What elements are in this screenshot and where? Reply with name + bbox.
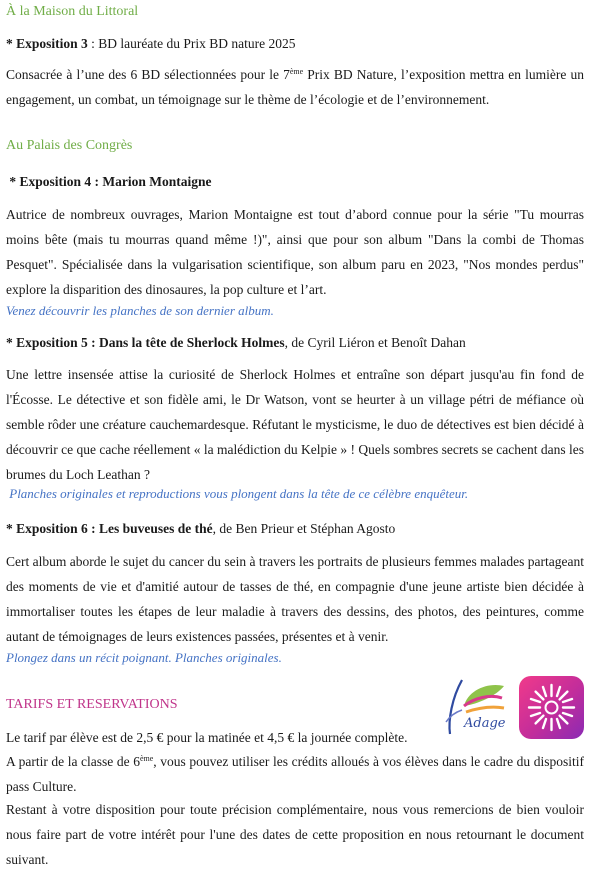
expo5-note: Planches originales et reproductions vous plongent dans la tête de ce célèbre enquêteur. [6,486,469,501]
adage-logo-text: Adage [464,716,506,731]
expo4-title-line [6,169,584,194]
tarifs-credit-sup: ème [139,754,154,763]
tarifs-price: Le tarif par élève est de 2,5 € pour la matinée et 4,5 € la journée complète. [6,730,408,745]
expo4-description: Autrice de nombreux ouvrages, Marion Montaigne est tout d’abord connue pour la série "Tu mourras moins bête (mais tu mourras quand même !)", ainsi que pour son album "Dans la combi de Thomas Pesquet". Spécialisée dans la vulgarisation scientifique, son album paru en 2023, "Nos mondes perdus" explore la disparition des dinosaures, la pop culture et l’art. [6,207,584,297]
expo6-title-line [6,516,584,541]
heading-palais-congres: Au Palais des Congrès [6,138,133,153]
expo5-title: * Exposition 5 : Dans la tête de Sherlock Holmes [6,335,285,350]
expo3-desc-part2: Prix BD Nature, l’exposition mettra en lumière un engagement, un combat, un témoignage sur le thème de l’écologie et de l’environnement. [6,67,584,107]
expo6-description: Cert album aborde le sujet du cancer du sein à travers les portraits de plusieurs femmes malades partageant des moments de vie et d'amitié autour de tasses de thé, en compagnie d'une jeune artiste bien décidée à immortaliser toutes les étapes de leur maladie à travers des dessins, des photos, des peintures, comme autant de témoignages de leurs existences passées, présentes et à venir. [6,554,584,644]
expo6-note: Plongez dans un récit poignant. Planches originales. [6,650,282,665]
tarifs-closing: Restant à votre disposition pour toute précision complémentaire, nous vous remercions de bien vouloir nous faire part de votre intérêt pour l'une des dates de cette proposition en nous retournant le document suivant. [6,802,584,867]
expo4-note: Venez découvrir les planches de son dernier album. [6,303,274,318]
expo3-subtitle: : BD lauréate du Prix BD nature 2025 [87,36,296,51]
expo3-desc-sup: ème [289,67,304,76]
expo5-description: Une lettre insensée attise la curiosité de Sherlock Holmes et entraîne son départ jusqu'au fin fond de l'Écosse. Le détective et son fidèle ami, le Dr Watson, vont se heurter à un village pétri de méfiance où semble rôder une créature cauchemardesque. Réfutant le mysticisme, le duo de détectives est bien décidé à découvrir ce que cache réellement « la malédiction du Kelpie » ! Quels sombres secrets se cachent dans les brumes du Loch Leathan ? [6,367,585,482]
expo6-title: * Exposition 6 : Les buveuses de thé [6,521,213,536]
expo3-title-line [6,31,584,56]
pass-culture-logo-icon [519,676,584,739]
expo3-description [6,62,584,112]
heading-tarifs: TARIFS ET RESERVATIONS [6,697,178,712]
expo5-title-line [6,330,584,355]
expo4-title: * Exposition 4 : Marion Montaigne [6,174,212,189]
adage-logo-icon [444,676,512,740]
tarifs-credit [6,749,584,799]
pass-culture-logo-graphic [519,676,584,739]
tarifs-credit-part2: , vous pouvez utiliser les crédits alloués à vos élèves dans le cadre du dispositif pass Culture. [6,754,584,794]
heading-maison-littoral: À la Maison du Littoral [6,4,139,19]
expo3-desc-part1: Consacrée à l’une des 6 BD sélectionnées pour le 7 [6,67,290,82]
expo3-title: * Exposition 3 [6,36,88,51]
expo6-authors: , de Ben Prieur et Stéphan Agosto [212,521,396,536]
tarifs-credit-part1: A partir de la classe de 6 [6,754,140,769]
expo5-authors: , de Cyril Liéron et Benoît Dahan [284,335,466,350]
